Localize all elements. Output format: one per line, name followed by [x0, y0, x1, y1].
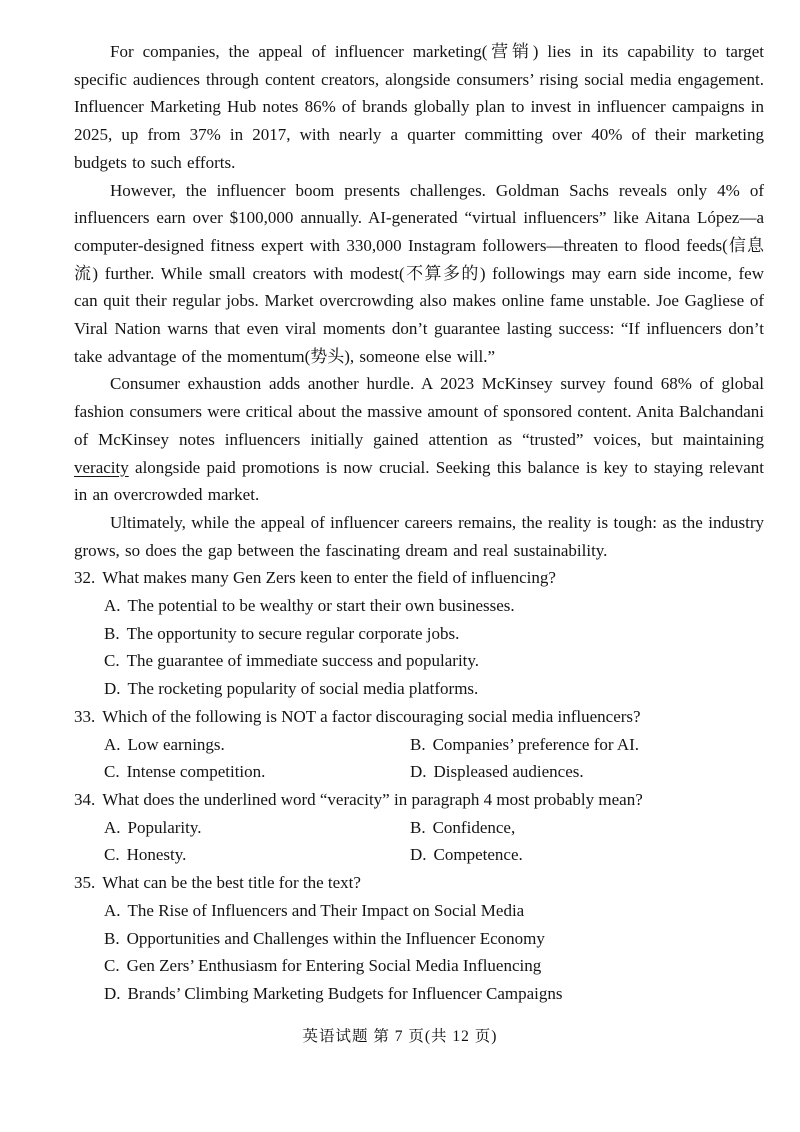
- question-text: What makes many Gen Zers keen to enter the field of influencing?: [102, 568, 556, 588]
- option-text: Low earnings.: [127, 734, 225, 754]
- option-text: Popularity.: [127, 817, 202, 837]
- question-34-stem: [74, 786, 764, 814]
- option-text: The potential to be wealthy or start their own businesses.: [127, 596, 515, 616]
- paragraph-1: For companies, the appeal of influencer marketing(营销) lies in its capability to target specific audiences through content creators, alongside consumers’ rising social media engagement. Influencer Marketing Hub notes 86% of brands globally plan to invest in influencer campaigns in 2025, up from 37% in 2017, with nearly a quarter committing over 40% of their marketing budgets to such efforts.: [74, 42, 764, 172]
- option-33-d: [410, 758, 764, 786]
- option-text: Gen Zers’ Enthusiasm for Entering Social Media Influencing: [126, 956, 542, 976]
- question-text: What can be the best title for the text?: [102, 873, 361, 893]
- option-label: A.: [104, 900, 121, 920]
- option-label: A.: [104, 817, 121, 837]
- option-label: B.: [410, 734, 426, 754]
- option-34-b: [410, 814, 764, 842]
- paragraph-2: However, the influencer boom presents challenges. Goldman Sachs reveals only 4% of influencers earn over $100,000 annually. AI-generated “virtual influencers” like Aitana López—a computer-designed fitness expert with 330,000 Instagram followers—threaten to flood feeds(信息流) further. While small creators with modest(不算多的) followings may earn side income, few can quit their regular jobs. Market overcrowding also makes online fame unstable. Joe Gagliese of Viral Nation warns that even viral moments don’t guarantee lasting success: “If influencers don’t take advantage of the momentum(势头), someone else will.”: [74, 180, 764, 366]
- option-text: Displeased audiences.: [433, 762, 584, 782]
- option-32-c: [74, 647, 764, 675]
- option-text: The rocketing popularity of social media platforms.: [127, 679, 479, 699]
- option-32-b: [74, 620, 764, 648]
- reading-passage: [74, 38, 764, 564]
- option-label: B.: [104, 623, 120, 643]
- option-32-a: [74, 592, 764, 620]
- option-label: C.: [104, 651, 120, 671]
- question-32-options: [74, 592, 764, 703]
- question-33-options-row-1: [74, 731, 764, 759]
- option-text: The Rise of Influencers and Their Impact on Social Media: [127, 900, 525, 920]
- option-text: Companies’ preference for AI.: [432, 734, 640, 754]
- question-text: Which of the following is NOT a factor discouraging social media influencers?: [102, 706, 641, 726]
- question-35: [74, 869, 764, 1008]
- option-text: Opportunities and Challenges within the Influencer Economy: [126, 928, 545, 948]
- option-35-b: [74, 925, 764, 953]
- option-34-a: [74, 814, 410, 842]
- option-label: B.: [104, 928, 120, 948]
- question-33-options-row-2: [74, 758, 764, 786]
- question-32: [74, 564, 764, 703]
- option-35-d: [74, 980, 764, 1008]
- option-35-c: [74, 952, 764, 980]
- question-number: 34.: [74, 789, 96, 809]
- option-34-c: [74, 841, 410, 869]
- option-32-d: [74, 675, 764, 703]
- option-text: Confidence,: [432, 817, 516, 837]
- option-label: A.: [104, 734, 121, 754]
- paragraph-3: [74, 370, 764, 509]
- question-number: 32.: [74, 568, 96, 588]
- option-label: C.: [104, 845, 120, 865]
- page-footer: 英语试题 第 7 页(共 12 页): [302, 1027, 498, 1045]
- option-text: Competence.: [433, 845, 523, 865]
- question-34-options-row-1: [74, 814, 764, 842]
- paragraph-3-after: alongside paid promotions is now crucial. Seeking this balance is key to staying relevant in an overcrowded market.: [74, 457, 764, 505]
- question-32-stem: [74, 564, 764, 592]
- option-text: The guarantee of immediate success and popularity.: [126, 651, 480, 671]
- option-33-c: [74, 758, 410, 786]
- question-35-stem: [74, 869, 764, 897]
- question-text: What does the underlined word “veracity” in paragraph 4 most probably mean?: [102, 789, 643, 809]
- option-text: Brands’ Climbing Marketing Budgets for Influencer Campaigns: [127, 983, 563, 1003]
- question-35-options: [74, 897, 764, 1008]
- option-label: D.: [410, 762, 427, 782]
- question-34: [74, 786, 764, 869]
- option-label: D.: [410, 845, 427, 865]
- option-35-a: [74, 897, 764, 925]
- question-number: 33.: [74, 706, 96, 726]
- option-34-d: [410, 841, 764, 869]
- option-label: D.: [104, 983, 121, 1003]
- question-34-options-row-2: [74, 841, 764, 869]
- option-text: Honesty.: [126, 845, 187, 865]
- option-33-b: [410, 731, 764, 759]
- question-33-stem: [74, 703, 764, 731]
- option-label: C.: [104, 762, 120, 782]
- option-label: B.: [410, 817, 426, 837]
- option-label: D.: [104, 679, 121, 699]
- question-number: 35.: [74, 873, 96, 893]
- underlined-word: veracity: [74, 457, 129, 477]
- option-label: A.: [104, 596, 121, 616]
- paragraph-3-before: Consumer exhaustion adds another hurdle. A 2023 McKinsey survey found 68% of global fashion consumers were critical about the massive amount of sponsored content. Anita Balchandani of McKinsey notes influencers initially gained attention as “trusted” voices, but maintaining: [74, 374, 764, 449]
- option-33-a: [74, 731, 410, 759]
- option-label: C.: [104, 956, 120, 976]
- option-text: Intense competition.: [126, 762, 266, 782]
- question-33: [74, 703, 764, 786]
- paragraph-4: Ultimately, while the appeal of influencer careers remains, the reality is tough: as the industry grows, so does the gap between the fascinating dream and real sustainability.: [74, 512, 764, 560]
- option-text: The opportunity to secure regular corporate jobs.: [126, 623, 460, 643]
